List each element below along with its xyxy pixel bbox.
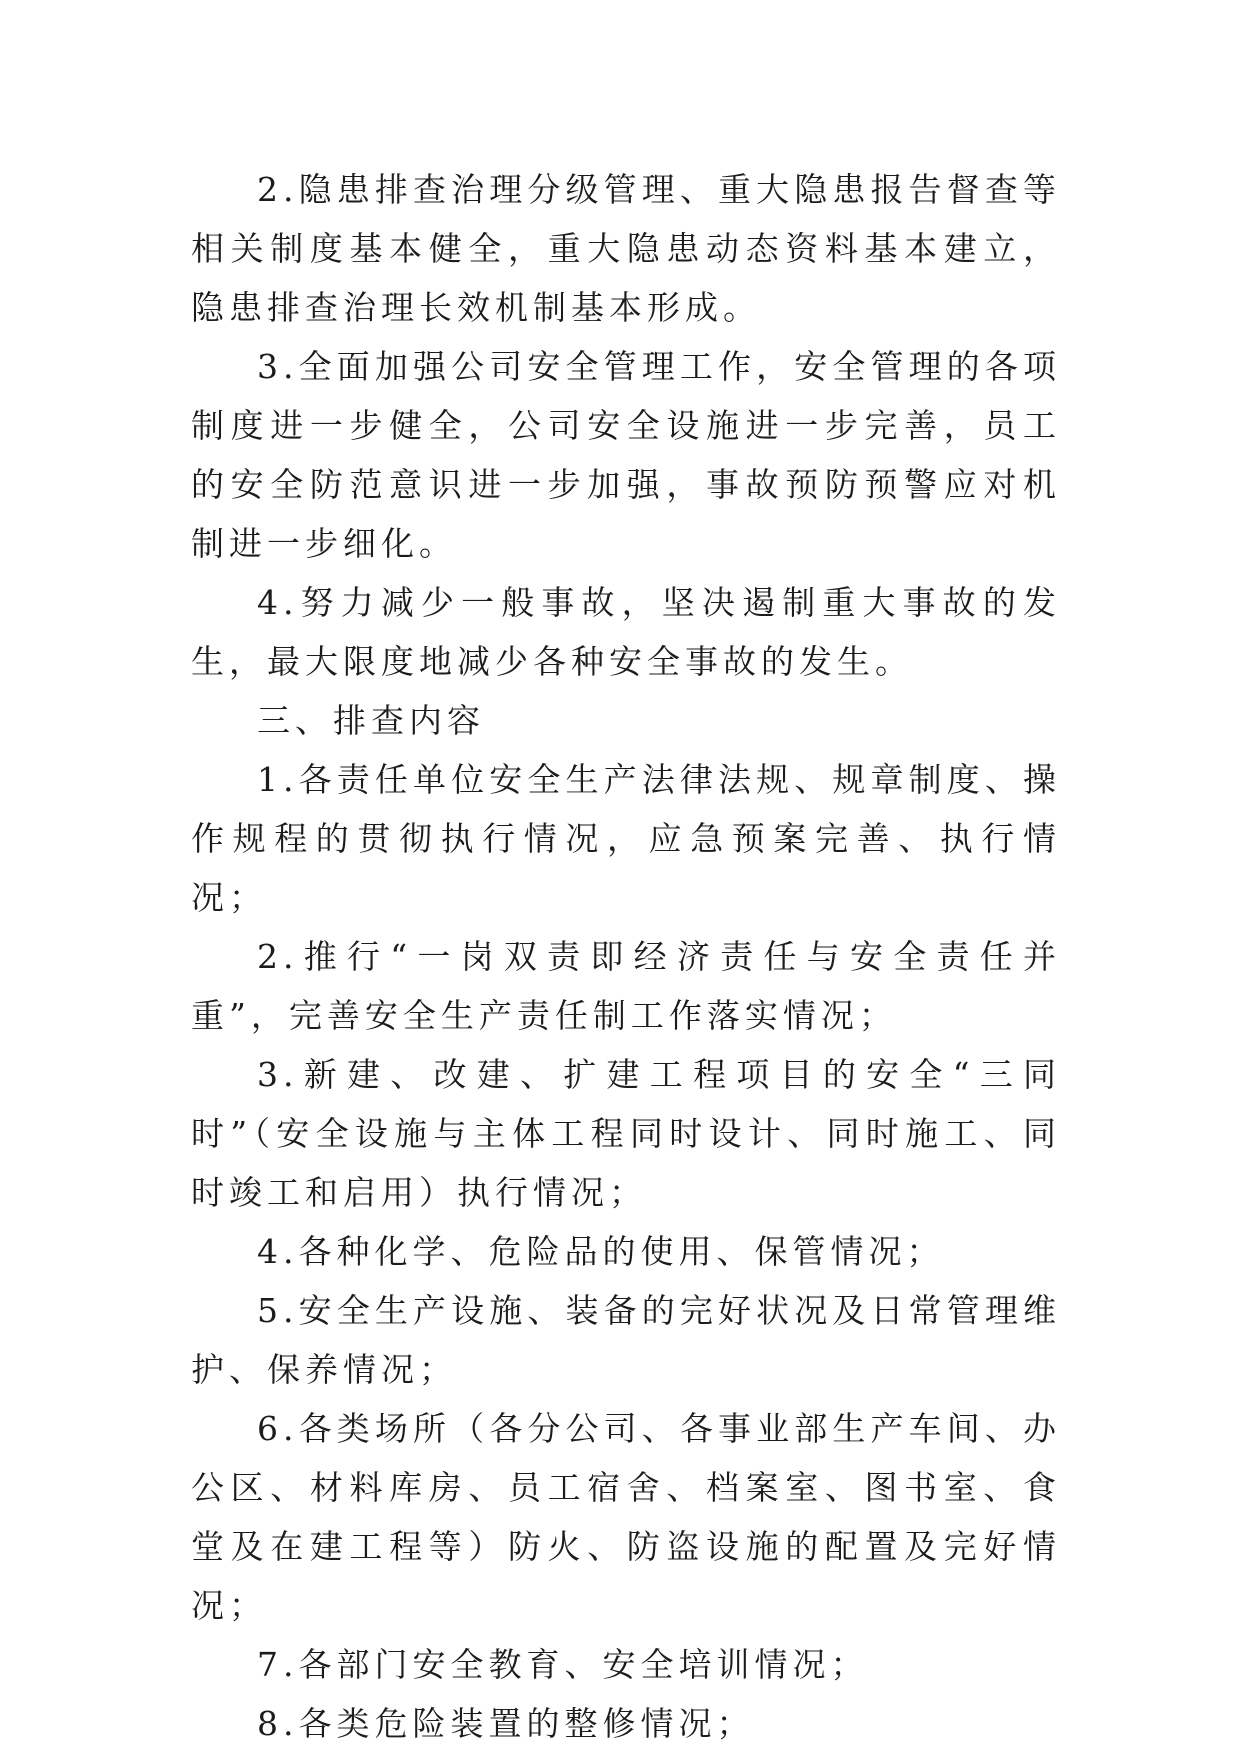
paragraph-9: 6.各类场所（各分公司、各事业部生产车间、办公区、材料库房、员工宿舍、档案室、图书室、食堂及在建工程等）防火、防盗设施的配置及完好情况； bbox=[191, 1409, 1061, 1625]
paragraph-4: 1.各责任单位安全生产法律法规、规章制度、操作规程的贯彻执行情况，应急预案完善、执行情况； bbox=[191, 760, 1061, 917]
paragraph-10: 7.各部门安全教育、安全培训情况； bbox=[257, 1645, 869, 1684]
paragraph-7: 4.各种化学、危险品的使用、保管情况； bbox=[257, 1232, 945, 1271]
document-body bbox=[191, 160, 1061, 1753]
paragraph-3: 4.努力减少一般事故，坚决遏制重大事故的发生，最大限度地减少各种安全事故的发生。 bbox=[191, 583, 1061, 681]
paragraph-11: 8.各类危险装置的整修情况； bbox=[257, 1704, 755, 1743]
paragraph-5: 2.推行“一岗双责即经济责任与安全责任并重”，完善安全生产责任制工作落实情况； bbox=[191, 937, 1061, 1035]
section-heading: 三、排查内容 bbox=[257, 701, 485, 740]
paragraph-8: 5.安全生产设施、装备的完好状况及日常管理维护、保养情况； bbox=[191, 1291, 1061, 1389]
paragraph-1: 2.隐患排查治理分级管理、重大隐患报告督查等相关制度基本健全，重大隐患动态资料基本建立，隐患排查治理长效机制基本形成。 bbox=[191, 170, 1061, 327]
paragraph-2: 3.全面加强公司安全管理工作，安全管理的各项制度进一步健全，公司安全设施进一步完善，员工的安全防范意识进一步加强，事故预防预警应对机制进一步细化。 bbox=[191, 347, 1061, 563]
paragraph-6: 3.新建、改建、扩建工程项目的安全“三同时”（安全设施与主体工程同时设计、同时施工、同时竣工和启用）执行情况； bbox=[191, 1055, 1061, 1212]
